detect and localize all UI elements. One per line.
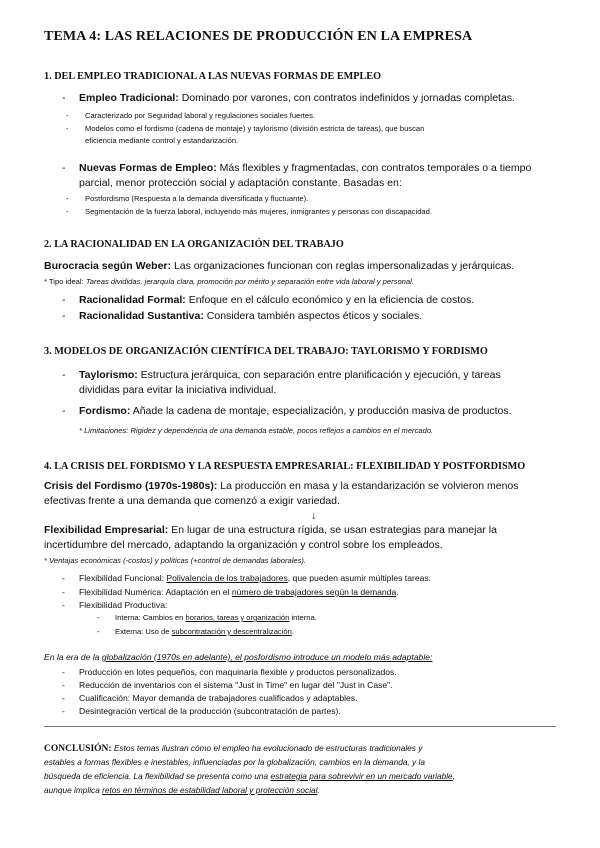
section-4-heading: 4. LA CRISIS DEL FORDISMO Y LA RESPUESTA EMPRESARIAL: FLEXIBILIDAD Y POSTFORDISMO	[44, 461, 526, 472]
conclusion-l4-underlined: retos en términos de estabilidad laboral y protección social	[102, 785, 318, 795]
flex-text-2: incertidumbre del mercado, adaptando la organización y control sobre los empleados.	[44, 539, 443, 551]
funcional-underlined: Polivalencia de los trabajadores	[166, 573, 288, 583]
tipo-ideal-line	[44, 276, 414, 287]
conclusion-l4: aunque implica	[44, 785, 103, 795]
bullet-dash: -	[62, 706, 65, 716]
interna-b: interna.	[289, 613, 317, 622]
funcional-b: , que pueden asumir múltiples tareas.	[287, 573, 432, 583]
bullet-dash: -	[97, 627, 100, 636]
flex-productiva: Flexibilidad Productiva:	[79, 600, 168, 610]
new-label: Nuevas Formas de Empleo:	[79, 162, 217, 174]
post-item-1: Producción en lotes pequeños, con maquinaria flexible y productos personalizados.	[79, 667, 397, 677]
flex-funcional	[79, 572, 431, 585]
conclusion-l3: búsqueda de eficiencia. La flexibilidad se presenta como una	[44, 771, 271, 781]
bullet-dash: -	[62, 587, 65, 597]
trad-sub-2a: Modelos como el fordismo (cadena de montaje) y taylorismo (división estricta de tareas), que buscan	[85, 124, 425, 133]
conclusion-l4-end: .	[317, 785, 320, 795]
post-item-3: Cualificación: Mayor demanda de trabajadores cualificados y adaptables.	[79, 693, 358, 703]
section-1-heading: 1. DEL EMPLEO TRADICIONAL A LAS NUEVAS FORMAS DE EMPLEO	[44, 71, 381, 82]
formal-text: Enfoque en el cálculo económico y en la eficiencia de costos.	[188, 294, 475, 306]
bullet-dash: -	[62, 369, 66, 381]
conclusion-text-1: Estos temas ilustran cómo el empleo ha evolucionado de estructuras tradicionales y	[113, 743, 423, 753]
numerica-a: Flexibilidad Numérica: Adaptación en el	[79, 587, 232, 597]
bullet-dash: -	[66, 194, 69, 203]
flex-text-1: En lugar de una estructura rígida, se usan estrategias para manejar la	[171, 524, 497, 536]
tay-text-1: Estructura jerárquica, con separación entre planificación y ejecución, y tareas	[140, 369, 501, 381]
section-2-heading: 2. LA RACIONALIDAD EN LA ORGANIZACIÓN DEL TRABAJO	[44, 239, 344, 250]
crisis-label: Crisis del Fordismo (1970s-1980s):	[44, 480, 218, 492]
bullet-dash: -	[62, 693, 65, 703]
bullet-dash: -	[66, 207, 69, 216]
conclusion-line-3	[44, 770, 455, 782]
conclusion-line-1	[44, 742, 422, 755]
tipo-label: * Tipo ideal:	[44, 277, 84, 286]
tipo-text: Tareas divididas, jerarquía clara, promoción por mérito y separación entre vida laboral y personal.	[85, 277, 414, 286]
conclusion-l3-end: ,	[452, 771, 455, 781]
limitaciones-note: * Limitaciones: Rigidez y dependencia de una demanda estable, pocos reflejos a cambios en el mercado.	[79, 426, 434, 435]
crisis-text-1: La producción en masa y la estandarización se volvieron menos	[220, 480, 519, 492]
bullet-dash: -	[62, 680, 65, 690]
bullet-dash: -	[62, 294, 66, 306]
bullet-dash: -	[62, 405, 66, 417]
post-item-2: Reducción de inventarios con el sistema "Just in Time" en lugar del "Just in Case".	[79, 680, 393, 690]
new-text-1: Más flexibles y fragmentadas, con contratos temporales o a tiempo	[219, 162, 532, 174]
conclusion-line-4	[44, 784, 320, 796]
interna-underlined: horarios, tareas y organización	[185, 613, 290, 622]
new-item	[79, 161, 531, 176]
post-item-4: Desintegración vertical de la producción (subcontratación de partes).	[79, 706, 341, 716]
externa-underlined: subcontratación y descentralización	[171, 627, 292, 636]
crisis-text-2: efectivas frente a una demanda que comenzó a exigir variedad.	[44, 495, 340, 507]
bullet-dash: -	[66, 111, 69, 120]
bullet-dash: -	[62, 573, 65, 583]
down-arrow-icon: ↓	[311, 510, 317, 522]
fordismo-item	[79, 404, 512, 419]
globalizacion-line	[44, 651, 432, 664]
flex-line	[44, 523, 497, 538]
flex-label: Flexibilidad Empresarial:	[44, 524, 169, 536]
glob-underlined: globalización (1970s en adelante), el posfordismo introduce un modelo más adaptable:	[101, 652, 433, 662]
bullet-dash: -	[97, 613, 100, 622]
taylorismo-item	[79, 368, 501, 383]
conclusion-line-2: estables a formas flexibles e inestables, influenciadas por la globalización, cambios en la demanda, y la	[44, 757, 425, 767]
trad-text: Dominado por varones, con contratos indefinidos y jornadas completas.	[181, 92, 515, 104]
trad-label: Empleo Tradicional:	[79, 92, 179, 104]
tay-text-2: divididas para evitar la iniciativa individual.	[79, 384, 277, 396]
bullet-dash: -	[66, 124, 69, 133]
buro-label: Burocracia según Weber:	[44, 260, 172, 272]
sust-item	[79, 309, 422, 324]
buro-text: Las organizaciones funcionan con reglas impersonalizadas y jerárquicas.	[173, 260, 515, 272]
formal-item	[79, 293, 474, 308]
funcional-a: Flexibilidad Funcional:	[79, 573, 167, 583]
new-text-2: parcial, menor protección social y adaptación constante. Basadas en:	[79, 177, 402, 189]
sust-label: Racionalidad Sustantiva:	[79, 310, 204, 322]
page-title: TEMA 4: LAS RELACIONES DE PRODUCCIÓN EN LA EMPRESA	[44, 29, 473, 44]
sust-text: Considera también aspectos éticos y sociales.	[206, 310, 423, 322]
externa-b: .	[291, 627, 294, 636]
trad-sub-1: Caracterizado por Seguridad laboral y regulaciones sociales fuertes.	[85, 111, 316, 120]
conclusion-label: CONCLUSIÓN:	[44, 744, 112, 754]
new-sub-1: Postfordismo (Respuesta a la demanda diversificada y fluctuante).	[85, 194, 309, 203]
flex-numerica	[79, 586, 399, 599]
divider	[44, 726, 556, 727]
trad-sub-2b: eficiencia mediante control y estandarización.	[85, 136, 239, 145]
bullet-dash: -	[62, 92, 66, 104]
bullet-dash: -	[62, 667, 65, 677]
flex-interna	[115, 612, 317, 623]
numerica-underlined: número de trabajadores según la demanda	[231, 587, 397, 597]
flex-externa	[115, 626, 294, 637]
bullet-dash: -	[62, 600, 65, 610]
formal-label: Racionalidad Formal:	[79, 294, 186, 306]
interna-a: Interna: Cambios en	[115, 613, 186, 622]
burocracia-line	[44, 259, 514, 274]
bullet-dash: -	[62, 310, 66, 322]
bullet-dash: -	[62, 162, 66, 174]
numerica-b: .	[396, 587, 399, 597]
glob-a: En la era de la	[44, 652, 102, 662]
ford-label: Fordismo:	[79, 405, 131, 417]
ventajas-note: * Ventajas económicas (-costos) y políticas (+control de demandas laborales).	[44, 556, 307, 565]
trad-item	[79, 91, 515, 106]
crisis-line	[44, 479, 519, 494]
section-3-heading: 3. MODELOS DE ORGANIZACIÓN CIENTÍFICA DEL TRABAJO: TAYLORISMO Y FORDISMO	[44, 346, 488, 357]
conclusion-l3-underlined: estrategia para sobrevivir en un mercado variable	[270, 771, 453, 781]
externa-a: Externa: Uso de	[115, 627, 172, 636]
new-sub-2: Segmentación de la fuerza laboral, incluyendo más mujeres, inmigrantes y personas con discapacidad.	[85, 207, 432, 216]
ford-text: Añade la cadena de montaje, especialización, y producción masiva de productos.	[132, 405, 512, 417]
tay-label: Taylorismo:	[79, 369, 138, 381]
